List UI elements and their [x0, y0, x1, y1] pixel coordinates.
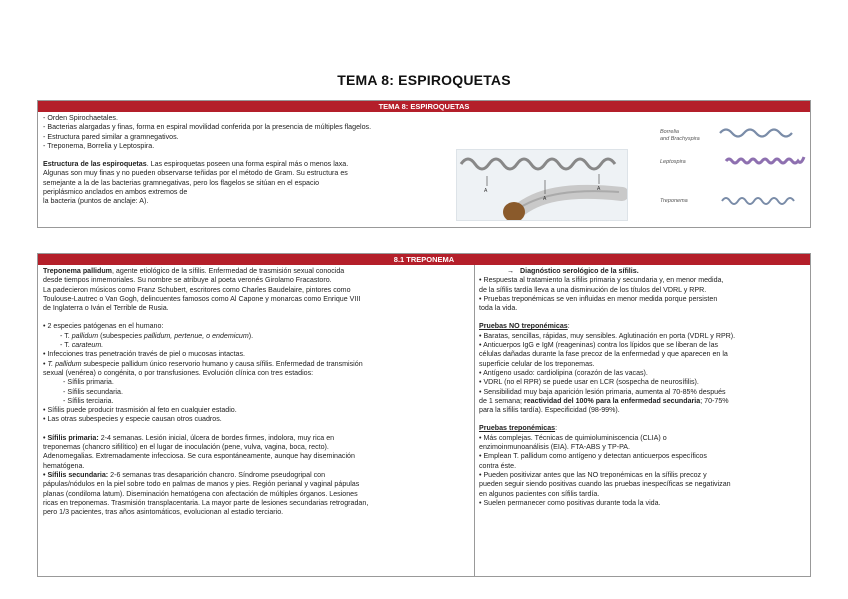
- anchor-label: A: [543, 196, 547, 202]
- intro-term: Treponema pallidum: [43, 267, 112, 275]
- list-item: • 2 especies patógenas en el humano:: [43, 322, 164, 331]
- text-line: para la sífilis tardía). Especificidad (98-99%).: [479, 406, 620, 415]
- intro-paragraph: Treponema pallidum, agente etiológico de la sífilis. Enfermedad de trasmisión sexual conocida: [43, 267, 345, 275]
- text-line: enzimoinmunoanálisis (EIA). FTA-ABS y TP-PA.: [479, 443, 630, 452]
- list-item: - Bacterias alargadas y finas, forma en espiral movilidad conferida por la presencia de múltiples flagelos.: [43, 123, 372, 132]
- list-item: • Sensibilidad muy baja aparición lesión primaria, aumenta al 70-85% después: [479, 387, 726, 396]
- list-item: • Las otras subespecies y especie causan otros cuadros.: [43, 415, 222, 424]
- text-line: toda la vida.: [479, 304, 518, 313]
- arrow-icon: →: [507, 267, 515, 275]
- text-line: periplásmico anclados en ambos extremos de: [43, 188, 188, 197]
- figure-label: Leptospira: [660, 159, 686, 165]
- text-line: en algunos pacientes con sífilis tardía.: [479, 489, 600, 498]
- list-item: - Sífilis primaria.: [63, 378, 114, 387]
- list-item: - Sífilis terciaria.: [63, 396, 114, 405]
- list-item: • T. pallidum subespecie pallidum único reservorio humano y causa sífilis. Enfermedad de transmisión: [43, 359, 363, 368]
- list-item: • Más complejas. Técnicas de quimioluminiscencia (CLIA) o: [479, 433, 667, 442]
- text-line: la bacteria (puntos de anclaje: A).: [43, 197, 149, 206]
- right-column: [479, 267, 807, 508]
- page-title: TEMA 8: ESPIROQUETAS: [337, 72, 511, 88]
- text-line: Algunas son muy finas y no pueden observarse teñidas por el método de Gram. Su estructura es: [43, 169, 348, 178]
- text-line: La padecieron músicos como Franz Schubert, escritores como Charles Baudelaire, pintores como: [43, 285, 351, 294]
- figure-label: Treponema: [660, 198, 688, 204]
- diagnosis-title: → Diagnóstico serológico de la sífilis.: [507, 267, 639, 275]
- section-header: TEMA 8: ESPIROQUETAS: [38, 101, 810, 112]
- list-item: • Pueden positivizar antes que las NO treponémicas en la sífilis precoz y: [479, 470, 707, 479]
- list-item: • Infecciones tras penetración través de piel o mucosas intactas.: [43, 350, 246, 359]
- section-overview: [37, 100, 811, 228]
- spirochete-types-figure: [636, 117, 806, 221]
- text-line: pero 1/3 pacientes, tras años asintomáticos, evolucionan al estadio terciario.: [43, 508, 284, 517]
- text-line: pueden seguir siendo positivas cuando las pruebas inespecíficas se negativizan: [479, 480, 731, 489]
- structure-paragraph: Estructura de las espiroquetas. Las espiroquetas poseen una forma espiral más o menos laxa.: [43, 160, 349, 169]
- list-item: • VDRL (no el RPR) se puede usar en LCR (sospecha de neurosífilis).: [479, 378, 699, 387]
- section-treponema: [37, 253, 811, 577]
- text-line: contra éste.: [479, 461, 517, 470]
- list-item: • Pruebas treponémicas se ven influidas en menor medida porque persisten: [479, 294, 718, 303]
- anchor-label: A: [597, 186, 601, 192]
- list-item: - Treponema, Borrelia y Leptospira.: [43, 141, 155, 150]
- figure-label: and Brachyspira: [660, 136, 700, 142]
- text-line: pápulas/nódulos en la piel sobre todo en palmas de manos y pies. Región perianal y vaginal pápulas: [43, 480, 360, 489]
- text-line: semejante a la de las bacterias gramnegativas, pero los flagelos se sitúan en el espacio: [43, 178, 320, 187]
- list-item: • Antígeno usado: cardiolipina (corazón de las vacas).: [479, 368, 648, 377]
- structure-title: Estructura de las espiroquetas: [43, 160, 147, 169]
- list-item: - Orden Spirochaetales.: [43, 114, 118, 122]
- primary-syphilis: • Sífilis primaria: 2-4 semanas. Lesión inicial, úlcera de bordes firmes, indolora, muy rica en: [43, 433, 335, 442]
- text-line: células dañadas durante la fase precoz de la enfermedad y que aparecen en la: [479, 350, 728, 359]
- section-header: 8.1 TREPONEMA: [38, 254, 810, 265]
- sensitivity-line: de 1 semana; reactividad del 100% para la enfermedad secundaria; 70-75%: [479, 396, 729, 405]
- list-item: • Sífilis puede producir trasmisión al feto en cualquier estadio.: [43, 406, 237, 415]
- text-line: planas (condiloma latum). Diseminación hematógena con afectación de múltiples órganos. Lesiones: [43, 489, 358, 498]
- text-line: desde tiempos inmemoriales. Su nombre se atribuye al poeta veronés Girolamo Fracastoro.: [43, 276, 332, 285]
- text-line: sexual (venérea) o congénita, o por transfusiones. Evolución clínica con tres estadios:: [43, 368, 314, 377]
- text-line: treponemas (chancro sifilítico) en el lugar de inoculación (pene, vulva, vagina, boca, recto).: [43, 443, 329, 452]
- list-item: • Suelen permanecer como positivas durante toda la vida.: [479, 498, 661, 507]
- spirochete-structure-figure: [456, 149, 628, 221]
- list-item: • Anticuerpos IgG e IgM (reageninas) contra los lípidos que se liberan de las: [479, 341, 719, 350]
- list-item: • Emplean T. pallidum como antígeno y detectan anticuerpos específicos: [479, 452, 707, 461]
- list-item: • Baratas, sencillas, rápidas, muy sensibles. Aglutinación en porta (VDRL y RPR).: [479, 331, 736, 340]
- anchor-label: A: [484, 188, 488, 194]
- text-line: Toulouse-Lautrec o Van Gogh, delincuentes famosos como Al Capone y monarcas como Enrique VIII: [43, 294, 361, 303]
- treponemal-title: Pruebas treponémicas:: [479, 424, 558, 433]
- nontreponemal-title: Pruebas NO treponémicas:: [479, 322, 570, 331]
- text-line: ricas en treponemas. Trasmisión transplacentaria. La mayor parte de lesiones secundarias retrogradan,: [43, 498, 369, 507]
- text-line: de la sífilis tardía lleva a una disminución de los títulos del VDRL y RPR.: [479, 285, 707, 294]
- text-line: hematógena.: [43, 461, 85, 470]
- secondary-syphilis: • Sífilis secundaria: 2-6 semanas tras desaparición chancro. Síndrome pseudogripal con: [43, 470, 326, 479]
- text-line: Adenomegalias. Extremadamente infecciosa. Se cura espontáneamente, aunque hay diseminación: [43, 452, 355, 461]
- list-item: - Estructura pared similar a gramnegativos.: [43, 132, 179, 141]
- overview-text: [43, 114, 503, 207]
- figure-label: Borrelia: [660, 129, 679, 135]
- column-divider: [474, 265, 475, 576]
- list-item: - T. carateum.: [60, 341, 104, 350]
- list-item: - T. pallidum (subespecies pallidum, pertenue, o endemicum).: [60, 331, 254, 340]
- list-item: - Sífilis secundaria.: [63, 387, 123, 396]
- left-column: [43, 267, 473, 517]
- text-line: superficie celular de los treponemas.: [479, 359, 595, 368]
- text-line: de Inglaterra o Iván el Terrible de Rusia.: [43, 304, 169, 313]
- list-item: • Respuesta al tratamiento la sífilis primaria y secundaria y, en menor medida,: [479, 276, 724, 285]
